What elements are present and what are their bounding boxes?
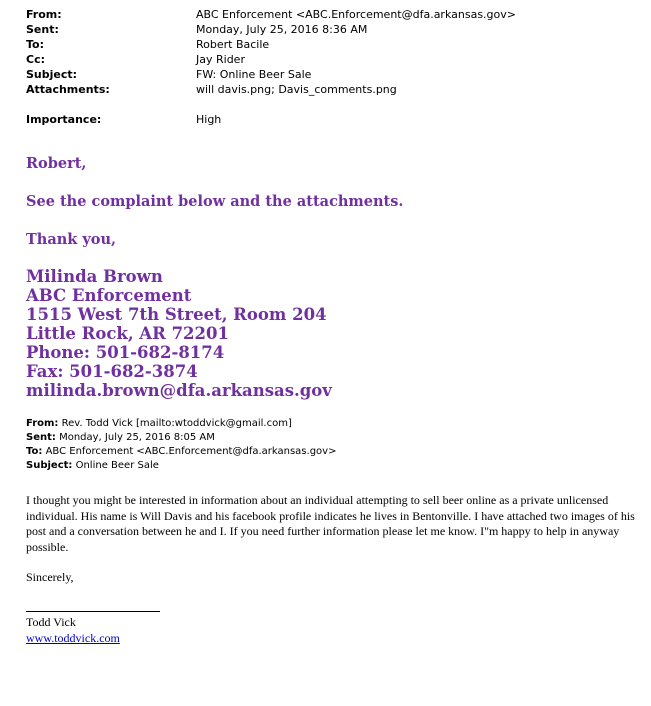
signature-city: Little Rock, AR 72201 [26,324,229,343]
website-link[interactable]: www.toddvick.com [26,631,120,645]
header-spacer [26,97,516,112]
fwd-from-label: From: [26,418,59,429]
thanks-line: Thank you, [26,231,117,248]
fwd-from-row [26,417,336,431]
fwd-subject-row [26,459,336,473]
email-header [26,7,516,127]
to-row [26,37,516,52]
cc-value: Jay Rider [196,53,245,66]
fwd-to-row [26,445,336,459]
signature-name: Milinda Brown [26,267,163,286]
sent-value: Monday, July 25, 2016 8:36 AM [196,23,368,36]
fwd-to-label: To: [26,446,43,457]
attachments-label: Attachments: [26,83,110,96]
signature-phone: Phone: 501-682-8174 [26,343,225,362]
attachments-row [26,82,516,97]
from-row [26,7,516,22]
forwarded-body: I thought you might be interested in information about an individual attempting to sell beer online as a private unlicensed individual. His name is Will Davis and his facebook profile indicates he lives in Bentonville. I have attached two images of his post and a conversation between he and I. If you need further information please let me know. I"m happy to help in anyway possible. [26,493,635,554]
fwd-subject-label: Subject: [26,460,73,471]
forwarded-header [26,417,336,473]
to-label: To: [26,38,44,51]
from-label: From: [26,8,62,21]
subject-label: Subject: [26,68,78,81]
importance-row [26,112,516,127]
subject-value: FW: Online Beer Sale [196,68,312,81]
subject-row [26,67,516,82]
greeting: Robert, [26,155,87,172]
importance-value: High [196,113,222,126]
sent-row [26,22,516,37]
importance-label: Importance: [26,113,102,126]
from-value: ABC Enforcement <ABC.Enforcement@dfa.arkansas.gov> [196,8,516,21]
signature-rule [26,611,160,612]
signature-org: ABC Enforcement [26,286,192,305]
to-value: Robert Bacile [196,38,270,51]
cc-row [26,52,516,67]
cc-label: Cc: [26,53,45,66]
closing: Sincerely, [26,570,74,584]
signature-fax: Fax: 501-682-3874 [26,362,198,381]
message-line: See the complaint below and the attachments. [26,193,404,210]
signature-block [26,267,332,400]
signature-street: 1515 West 7th Street, Room 204 [26,305,327,324]
signer-name: Todd Vick [26,615,76,629]
fwd-sent-value: Monday, July 25, 2016 8:05 AM [59,432,215,443]
fwd-to-value: ABC Enforcement <ABC.Enforcement@dfa.arkansas.gov> [45,446,337,457]
fwd-sent-label: Sent: [26,432,56,443]
fwd-subject-value: Online Beer Sale [75,460,159,471]
attachments-value[interactable]: will davis.png; Davis_comments.png [196,83,397,96]
signature-email: milinda.brown@dfa.arkansas.gov [26,381,332,400]
sent-label: Sent: [26,23,59,36]
fwd-from-value: Rev. Todd Vick [mailto:wtoddvick@gmail.com] [61,418,292,429]
fwd-sent-row [26,431,336,445]
